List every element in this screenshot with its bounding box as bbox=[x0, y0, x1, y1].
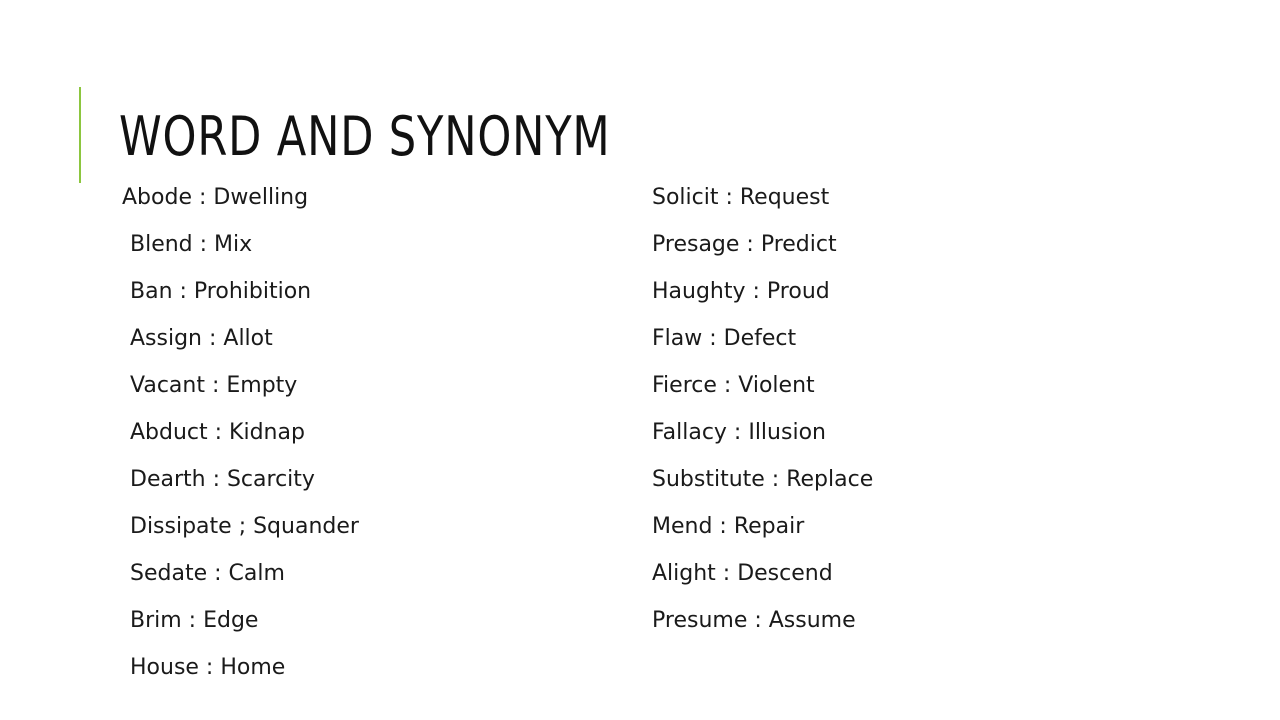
word-pair: Dissipate ; Squander bbox=[130, 514, 359, 539]
word-pair: Abduct : Kidnap bbox=[130, 420, 305, 445]
word-pair: Vacant : Empty bbox=[130, 373, 298, 398]
word-pair: Substitute : Replace bbox=[652, 467, 874, 492]
slide-title: WORD AND SYNONYM bbox=[119, 105, 611, 168]
word-pair: Mend : Repair bbox=[652, 514, 805, 539]
word-pair: Brim : Edge bbox=[130, 608, 259, 633]
word-pair: Sedate : Calm bbox=[130, 561, 285, 586]
word-pair: Alight : Descend bbox=[652, 561, 833, 586]
word-pair: Flaw : Defect bbox=[652, 326, 797, 351]
word-pair: Assign : Allot bbox=[130, 326, 273, 351]
word-pair: Dearth : Scarcity bbox=[130, 467, 315, 492]
left-word-list bbox=[122, 174, 359, 691]
word-pair: Fallacy : Illusion bbox=[652, 420, 826, 445]
word-pair: House : Home bbox=[130, 655, 286, 680]
word-pair: Solicit : Request bbox=[652, 185, 830, 210]
word-pair: Presume : Assume bbox=[652, 608, 856, 633]
word-pair: Presage : Predict bbox=[652, 232, 837, 257]
word-pair: Abode : Dwelling bbox=[122, 185, 309, 210]
title-accent-bar bbox=[79, 87, 81, 183]
right-word-list bbox=[652, 174, 873, 644]
word-pair: Fierce : Violent bbox=[652, 373, 815, 398]
word-pair: Blend : Mix bbox=[130, 232, 253, 257]
word-pair: Ban : Prohibition bbox=[130, 279, 312, 304]
word-pair: Haughty : Proud bbox=[652, 279, 830, 304]
